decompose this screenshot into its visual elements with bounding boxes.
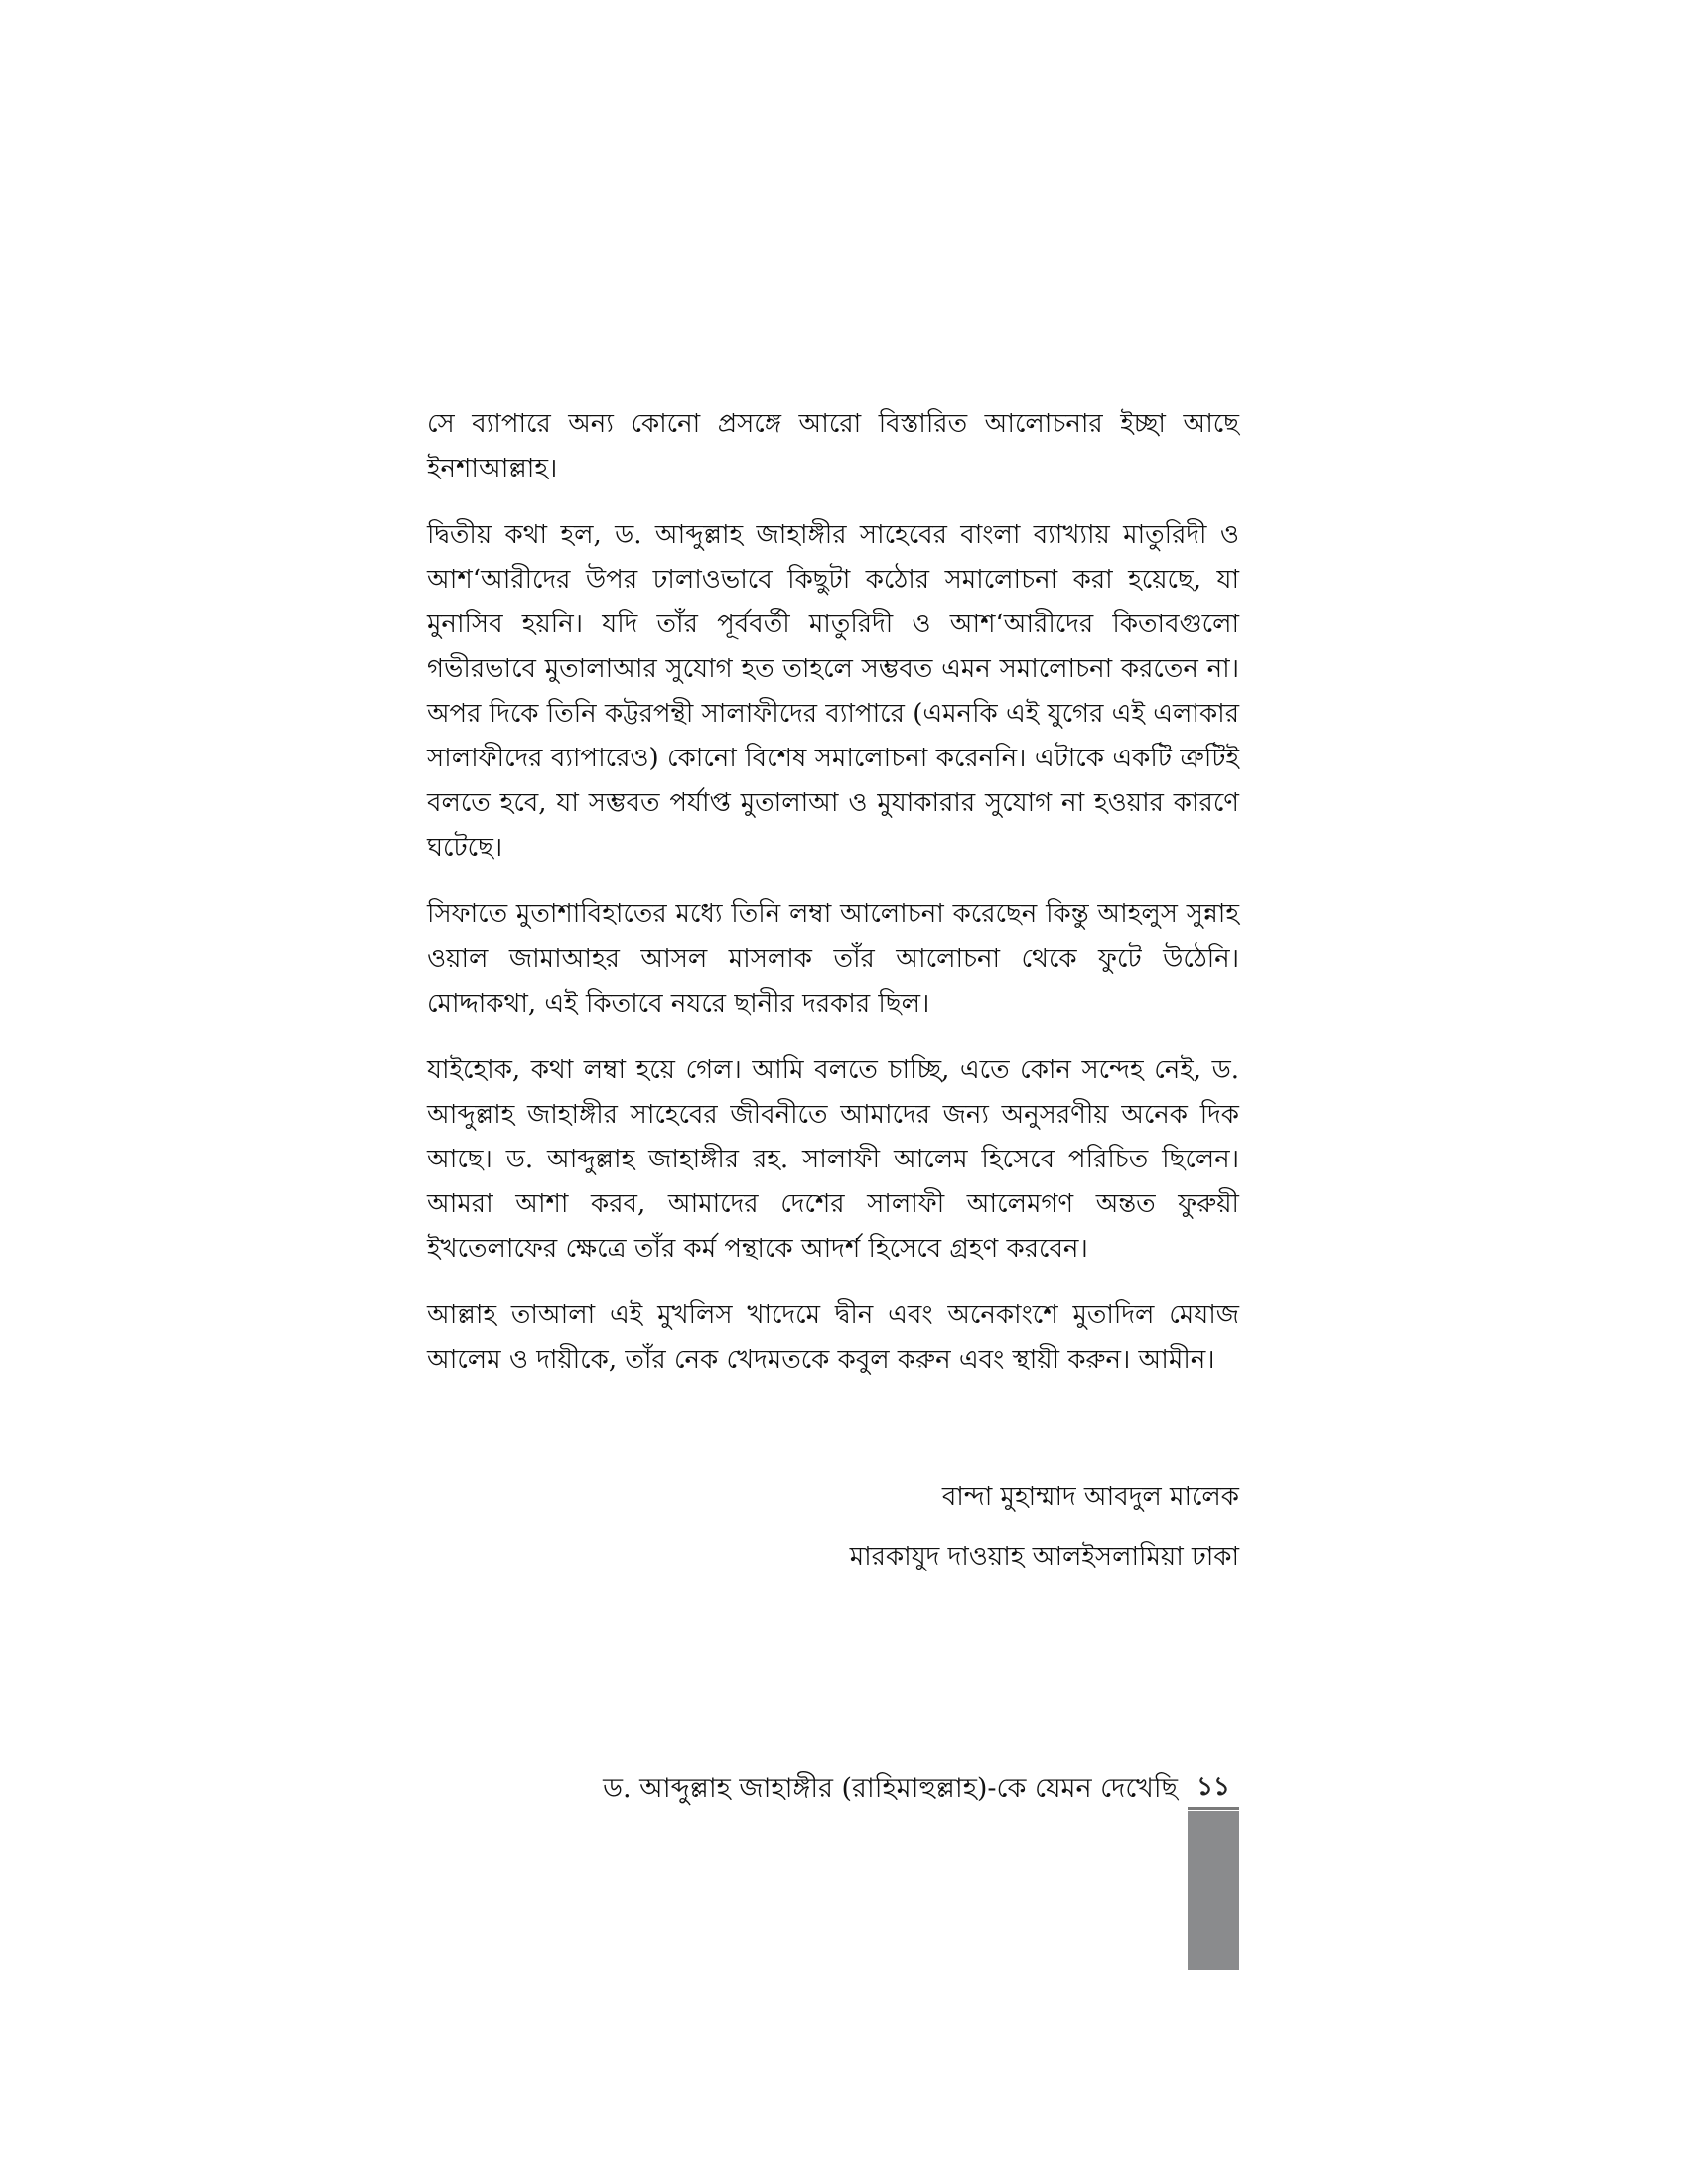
body-text bbox=[427, 402, 1239, 1405]
paragraph: সিফাতে মুতাশাবিহাতের মধ্যে তিনি লম্বা আলোচনা করেছেন কিন্তু আহলুস সুন্নাহ ওয়াল জামাআহর আসল মাসলাক তাঁর আলোচনা থেকে ফুটে উঠেনি। মোদ্দাকথা, এই কিতাবে নযরে ছানীর দরকার ছিল। bbox=[427, 899, 1239, 1019]
page-footer bbox=[556, 1769, 1239, 1809]
paragraph: যাইহোক, কথা লম্বা হয়ে গেল। আমি বলতে চাচ্ছি, এতে কোন সন্দেহ নেই, ড. আব্দুল্লাহ জাহাঙ্গীর সাহেবের জীবনীতে আমাদের জন্য অনুসরণীয় অনেক দিক আছে। ড. আব্দুল্লাহ জাহাঙ্গীর রহ. সালাফী আলেম হিসেবে পরিচিত ছিলেন। আমরা আশা করব, আমাদের দেশের সালাফী আলেমগণ অন্তত ফুরুয়ী ইখতেলাফের ক্ষেত্রে তাঁর কর্ম পন্থাকে আদর্শ হিসেবে গ্রহণ করবেন। bbox=[427, 1055, 1239, 1264]
page-number: ১১ bbox=[1196, 1772, 1230, 1802]
page-number-rule bbox=[1188, 1807, 1239, 1810]
running-title: ড. আব্দুল্লাহ জাহাঙ্গীর (রাহিমাহুল্লাহ)-কে যেমন দেখেছি bbox=[603, 1773, 1178, 1804]
paragraph: দ্বিতীয় কথা হল, ড. আব্দুল্লাহ জাহাঙ্গীর সাহেবের বাংলা ব্যাখ্যায় মাতুরিদী ও আশ‘আরীদের উপর ঢালাওভাবে কিছুটা কঠোর সমালোচনা করা হয়েছে, যা মুনাসিব হয়নি। যদি তাঁর পূর্ববর্তী মাতুরিদী ও আশ‘আরীদের কিতাবগুলো গভীরভাবে মুতালাআর সুযোগ হত তাহলে সম্ভবত এমন সমালোচনা করতেন না। অপর দিকে তিনি কট্টরপন্থী সালাফীদের ব্যাপারে (এমনকি এই যুগের এই এলাকার সালাফীদের ব্যাপারেও) কোনো বিশেষ সমালোচনা করেননি। এটাকে একটি ত্রুটিই বলতে হবে, যা সম্ভবত পর্যাপ্ত মুতালাআ ও মুযাকারার সুযোগ না হওয়ার কারণে ঘটেছে। bbox=[427, 520, 1239, 863]
paragraph: আল্লাহ তাআলা এই মুখলিস খাদেমে দ্বীন এবং অনেকাংশে মুতাদিল মেযাজ আলেম ও দায়ীকে, তাঁর নেক খেদমতকে কবুল করুন এবং স্থায়ী করুন। আমীন। bbox=[427, 1300, 1239, 1375]
thumb-tab bbox=[1188, 1811, 1239, 1970]
paragraph: সে ব্যাপারে অন্য কোনো প্রসঙ্গে আরো বিস্তারিত আলোচনার ইচ্ছা আছে ইনশাআল্লাহ। bbox=[427, 409, 1239, 483]
signature-name: বান্দা মুহাম্মাদ আবদুল মালেক bbox=[941, 1482, 1239, 1512]
signature-institution: মারকাযুদ দাওয়াহ আলইসলামিয়া ঢাকা bbox=[849, 1542, 1239, 1571]
signature-block bbox=[850, 1467, 1239, 1586]
